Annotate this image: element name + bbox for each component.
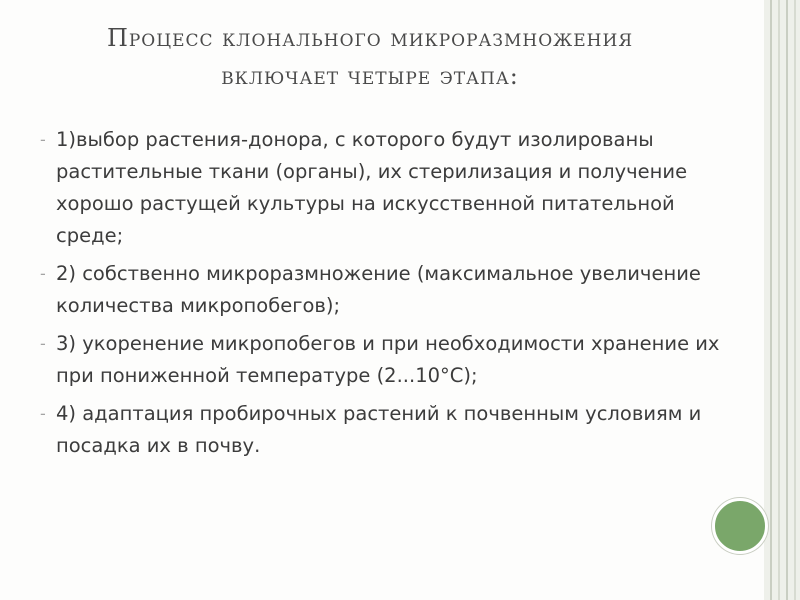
frame-line [770, 0, 772, 600]
bullet-marker: - [40, 130, 46, 149]
list-item-text: 2) собственно микроразмножение (максимальное увеличение количества микропобегов); [56, 262, 701, 317]
list-item [40, 124, 740, 252]
bullet-marker: - [40, 404, 46, 423]
list-item [40, 258, 740, 322]
decorative-circle-icon [712, 498, 768, 554]
list-item [40, 398, 740, 462]
frame-line [778, 0, 780, 600]
bullet-marker: - [40, 334, 46, 353]
decorative-frame [764, 0, 800, 600]
slide-title-line-2: включает четыре этапа: [221, 62, 519, 90]
list-item [40, 328, 740, 392]
list-item-text: 3) укоренение микропобегов и при необходимости хранение их при пониженной температуре (2...10°С); [56, 332, 720, 387]
frame-line [786, 0, 788, 600]
bullet-list [40, 124, 740, 468]
bullet-marker: - [40, 264, 46, 283]
list-item-text: 4) адаптация пробирочных растений к почвенным условиям и посадка их в почву. [56, 402, 702, 457]
list-item-text: 1)выбор растения-донора, с которого будут изолированы растительные ткани (органы), их стерилизация и получение хорошо растущей культуры на искусственной питательной среде; [56, 128, 688, 247]
frame-line [794, 0, 796, 600]
slide-title-line-1: Процесс клонального микроразмножения [106, 24, 634, 52]
